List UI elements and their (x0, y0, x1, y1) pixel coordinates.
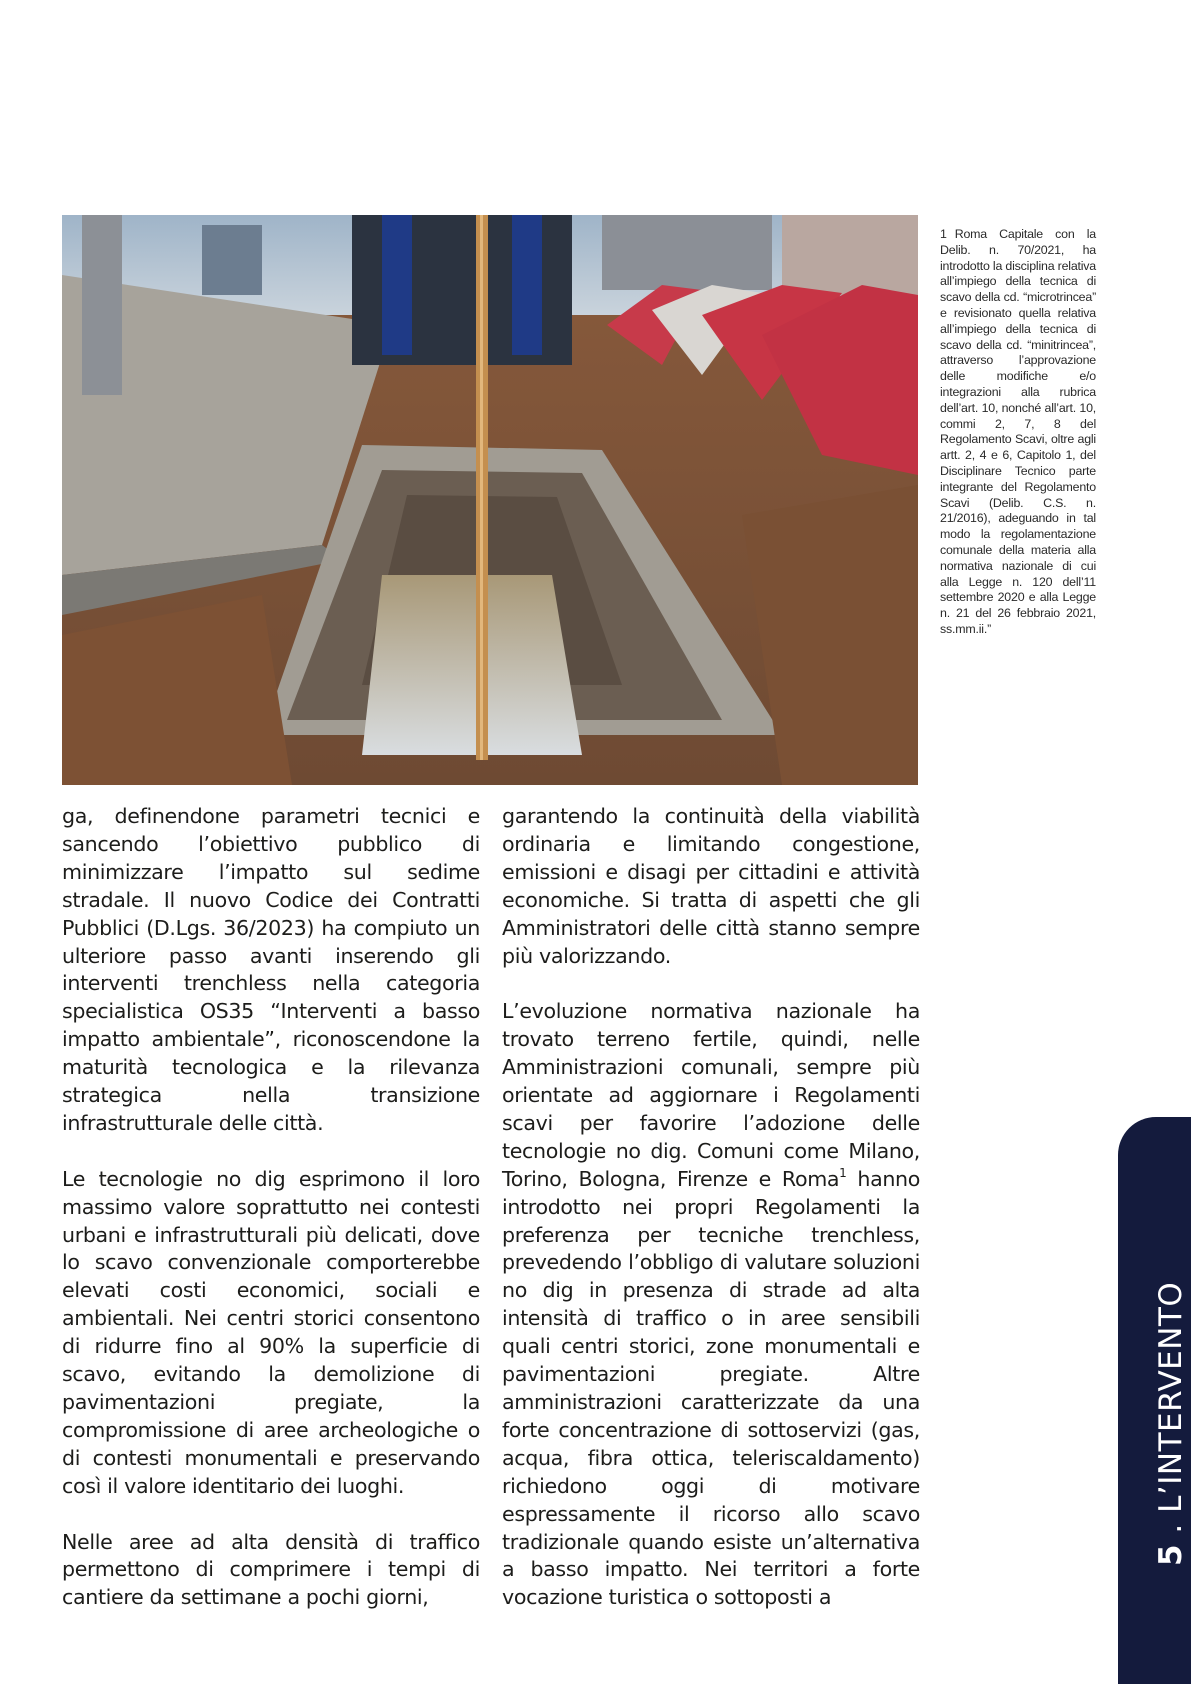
footnote (940, 227, 1096, 638)
footnote-number: 1 (940, 227, 947, 241)
paragraph: Nelle aree ad alta densità di traffico permettono di comprimere i tempi di cantiere da settimane a pochi giorni, (62, 1529, 480, 1610)
paragraph-text: hanno introdotto nei propri Regolamenti la preferenza per tecniche trenchless, prevedendo l’obbligo di valutare soluzioni no dig in presenza di strade ad alta intensità di traffico o in aree sensibili quali centri storici, zone monumentali e pavimentazioni pregiate. Altre amministrazioni caratterizzate da una forte concentrazione di sottoservizi (gas, acqua, fibra ottica, teleriscaldamento) richiedono oggi di motivare espressamente il ricorso allo scavo tradizionale quando esiste un’alternativa a basso impatto. Nei territori a forte vocazione turistica o sottoposti a (502, 1166, 920, 1610)
section-tab-label (1118, 1117, 1191, 1684)
paragraph (502, 998, 920, 1612)
trench-construction-photo (62, 215, 918, 785)
paragraph: ga, definendone parametri tecnici e sancendo l’obiettivo pubblico di minimizzare l’impatto sul sedime stradale. Il nuovo Codice dei Contratti Pubblici (D.Lgs. 36/2023) ha compiuto un ulteriore passo avanti inserendo gli interventi trenchless nella categoria specialistica OS35 “Interventi a basso impatto ambientale”, riconoscendone la maturità tecnologica e la rilevanza strategica nella transizione infrastrutturale delle città. (62, 804, 480, 1135)
footnote-reference[interactable]: 1 (839, 1165, 847, 1180)
body-column-right (502, 803, 920, 1640)
body-column-left (62, 803, 480, 1640)
section-separator: . (1152, 1512, 1189, 1544)
paragraph: garantendo la continuità della viabilità ordinaria e limitando congestione, emissioni e disagi per cittadini e attività economiche. Si tratta di aspetti che gli Amministratori delle città stanno sempre più valorizzando. (502, 804, 920, 968)
section-title: L’INTERVENTO (1152, 1281, 1189, 1513)
trench-construction-photo-icon (62, 215, 918, 785)
paragraph-text: L’evoluzione normativa nazionale ha trovato terreno fertile, quindi, nelle Amministrazioni comunali, sempre più orientate ad aggiornare i Regolamenti scavi per favorire l’adozione delle tecnologie no dig. Comuni come Milano, Torino, Bologna, Firenze e Roma (502, 999, 920, 1191)
footnote-text: Roma Capitale con la Delib. n. 70/2021, ha introdotto la disciplina relativa all’impiego della tecnica di scavo della cd. “microtrincea” e revisionato quella relativa all’impiego della tecnica di scavo della cd. “minitrincea”, attraverso l’approvazione delle modifiche e/o integrazioni alla rubrica dell’art. 10, nonché all’art. 10, commi 2, 7, 8 del Regolamento Scavi, oltre agli artt. 2, 4 e 6, Capitolo 1, del Disciplinare Tecnico parte integrante del Regolamento Scavi (Delib. C.S. n. 21/2016), adeguando in tal modo la regolamentazione comunale della materia alla normativa nazionale di cui alla Legge n. 120 dell’11 settembre 2020 e alla Legge n. 21 del 26 febbraio 2021, ss.mm.ii.” (940, 227, 1096, 636)
paragraph: Le tecnologie no dig esprimono il loro massimo valore soprattutto nei contesti urbani e infrastrutturali più delicati, dove lo scavo convenzionale comporterebbe elevati costi economici, sociali e ambientali. Nei centri storici consentono di ridurre fino al 90% la superficie di scavo, evitando la demolizione di pavimentazioni pregiate, la compromissione di aree archeologiche o di contesti monumentali e preservando così il valore identitario dei luoghi. (62, 1166, 480, 1498)
section-number: 5 (1152, 1543, 1189, 1566)
